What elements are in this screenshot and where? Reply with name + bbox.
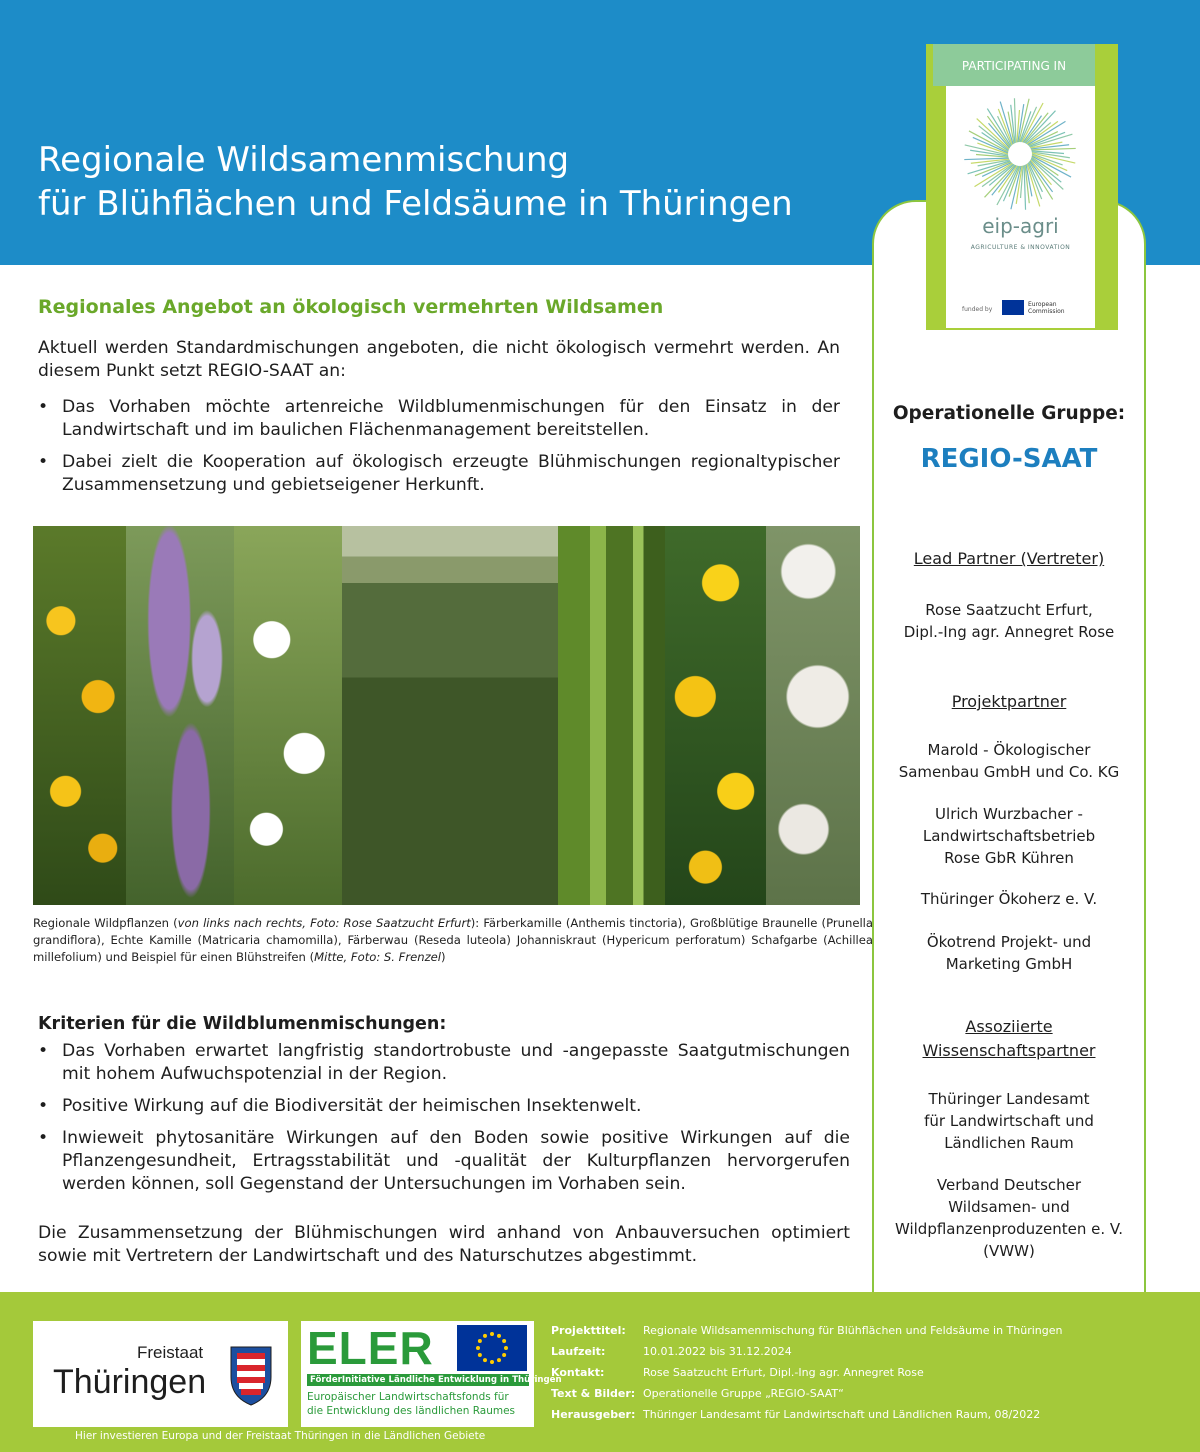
associated-partner-heading (872, 1015, 1146, 1063)
info-value: Thüringer Landesamt für Landwirtschaft und Ländlichen Raum, 08/2022 (643, 1408, 1041, 1421)
photo-braunelle (126, 526, 234, 905)
list-item: • Positive Wirkung auf die Biodiversität der heimischen Insektenwelt. (38, 1096, 642, 1116)
section1-intro: Aktuell werden Standardmischungen angeboten, die nicht ökologisch vermehrt werden. An diesem Punkt setzt REGIO-SAAT an: (38, 338, 840, 381)
heading-line: Assoziierte (965, 1017, 1053, 1036)
associate-line: Verband Deutscher (936, 1176, 1082, 1194)
bullet-text: Das Vorhaben möchte artenreiche Wildblumenmischungen für den Einsatz in der Landwirtschaft und im baulichen Flächenmanagement bereitstellen. (62, 397, 840, 440)
eip-burst-icon (946, 86, 1095, 216)
info-row (551, 1341, 1063, 1362)
partner-line: Marold - Ökologischer (927, 741, 1091, 759)
info-value: 10.01.2022 bis 31.12.2024 (643, 1345, 792, 1358)
thueringen-logo (33, 1321, 288, 1427)
eu-flag-icon (1002, 300, 1024, 315)
og-label: Operationelle Gruppe: (892, 403, 1126, 424)
lead-partner (872, 599, 1146, 643)
european-commission-text: European Commission (1028, 301, 1065, 315)
eler-logo (301, 1321, 562, 1427)
info-key: Herausgeber: (551, 1408, 636, 1421)
eip-agri-badge (926, 44, 1118, 330)
info-row (551, 1383, 1063, 1404)
photo-schafgarbe (766, 526, 860, 905)
info-row (551, 1320, 1063, 1341)
info-key: Text & Bilder: (551, 1387, 636, 1400)
bullet-text: Inwieweit phytosanitäre Wirkungen auf den Boden sowie positive Wirkungen auf die Pflanzengesundheit, Ertragsstabilität und -qualität der Kulturpflanzen hervorgerufen werden können, soll Gegenstand der Untersuchungen im Vorhaben sein. (62, 1128, 850, 1194)
page-title (38, 138, 793, 226)
info-row (551, 1362, 1063, 1383)
funded-by-text: funded by (962, 306, 993, 313)
project-info-table (551, 1320, 1063, 1425)
partner-line: Landwirtschaftsbetrieb (922, 827, 1096, 845)
partner-oekotrend (872, 931, 1146, 975)
eler-subtitle-3: die Entwicklung des ländlichen Raumes (307, 1405, 516, 1417)
list-item: • Dabei zielt die Kooperation auf ökologisch erzeugte Blühmischungen regionaltypischer Zusammensetzung und gebietseigener Herkunft. (38, 452, 840, 495)
list-item: • Das Vorhaben erwartet langfristig standortrobuste und -angepasste Saatgutmischungen mit hohem Aufwuchspotenzial in der Region. (38, 1041, 850, 1084)
partner-wurzbacher (872, 803, 1146, 869)
associate-line: (VWW) (983, 1242, 1035, 1260)
section2-bullets (38, 1040, 850, 1205)
caption-text: ): Färberkamille (Anthemis tinctoria), Großblütige Braunelle (Prunella grandiflora), Echte Kamille (Matricaria chamomilla), Färberwau (Reseda luteola) Johanniskraut (Hypericum perforatum) Schafgarbe (Achillea millefolium) und Beispiel für einen Blühstreifen ( (33, 916, 874, 964)
bullet-text: Das Vorhaben erwartet langfristig standortrobuste und -angepasste Saatgutmischungen mit hohem Aufwuchspotenzial in der Region. (62, 1041, 850, 1084)
photo-faerberkamille (33, 526, 126, 905)
closing-paragraph: Die Zusammensetzung der Blühmischungen wird anhand von Anbauversuchen optimiert sowie mit Vertretern der Landwirtschaft und des Naturschutzes abgestimmt. (38, 1223, 850, 1266)
info-row (551, 1404, 1063, 1425)
section1-heading: Regionales Angebot an ökologisch vermehrten Wildsamen (38, 296, 664, 318)
bullet-text: Positive Wirkung auf die Biodiversität der heimischen Insektenwelt. (62, 1096, 642, 1116)
partner-line: Samenbau GmbH und Co. KG (898, 763, 1120, 781)
section1-bullets (38, 396, 840, 506)
info-key: Projekttitel: (551, 1324, 626, 1337)
lead-partner-line: Dipl.-Ing agr. Annegret Rose (903, 623, 1115, 641)
partner-line: Rose GbR Kühren (944, 849, 1074, 867)
eip-logo-text: eip-agri (982, 214, 1059, 238)
partner-line: Thüringer Ökoherz e. V. (920, 890, 1098, 908)
caption-text: ) (441, 950, 446, 964)
info-key: Laufzeit: (551, 1345, 606, 1358)
coat-of-arms-icon (227, 1343, 275, 1407)
og-name: REGIO-SAAT (920, 444, 1098, 474)
title-line-1: Regionale Wildsamenmischung (38, 140, 570, 180)
associate-line: Ländlichen Raum (944, 1134, 1074, 1152)
eip-logo-area (946, 86, 1095, 308)
footer-note: Hier investieren Europa und der Freistaat Thüringen in die Ländlichen Gebiete (75, 1430, 486, 1442)
info-value: Operationelle Gruppe „REGIO-SAAT“ (643, 1387, 844, 1400)
photo-caption (33, 915, 873, 966)
associate-vww (872, 1174, 1146, 1262)
funded-by-strip (946, 290, 1095, 328)
caption-text: Regionale Wildpflanzen ( (33, 916, 178, 930)
lead-partner-heading: Lead Partner (Vertreter) (913, 549, 1105, 568)
info-value: Rose Saatzucht Erfurt, Dipl.-Ing agr. Annegret Rose (643, 1366, 924, 1379)
associate-line: für Landwirtschaft und (924, 1112, 1094, 1130)
lead-partner-line: Rose Saatzucht Erfurt, (925, 601, 1093, 619)
caption-credit: von links nach rechts, Foto: Rose Saatzucht Erfurt (177, 916, 471, 930)
heading-line: Wissenschaftspartner (922, 1041, 1096, 1060)
thueringen-small-text: Freistaat (137, 1343, 204, 1362)
section2-heading: Kriterien für die Wildblumenmischungen: (38, 1014, 447, 1034)
photo-kamille (234, 526, 342, 905)
wildflower-photo-strip (33, 526, 860, 905)
eler-subtitle-1: FörderInitiative Ländliche Entwicklung in Thüringen (307, 1374, 529, 1386)
info-value: Regionale Wildsamenmischung für Blühflächen und Feldsäume in Thüringen (643, 1324, 1063, 1337)
photo-faerberwau (558, 526, 665, 905)
photo-bluehstreifen (342, 526, 558, 905)
thueringen-big-text: Thüringen (53, 1363, 207, 1401)
eler-subtitle-2: Europäischer Landwirtschaftsfonds für (307, 1391, 509, 1403)
eip-logo-subtitle: AGRICULTURE & INNOVATION (970, 244, 1071, 251)
partner-line: Ökotrend Projekt- und (926, 933, 1092, 951)
list-item: • Das Vorhaben möchte artenreiche Wildblumenmischungen für den Einsatz in der Landwirtschaft und im baulichen Flächenmanagement bereitstellen. (38, 397, 840, 440)
project-partner-heading: Projektpartner (951, 692, 1067, 711)
partner-marold (872, 739, 1146, 783)
bullet-text: Dabei zielt die Kooperation auf ökologisch erzeugte Blühmischungen regionaltypischer Zusammensetzung und gebietseigener Herkunft. (62, 452, 840, 495)
eler-title: ELER (307, 1322, 434, 1374)
associate-line: Wildsamen- und (948, 1198, 1070, 1216)
list-item: • Inwieweit phytosanitäre Wirkungen auf den Boden sowie positive Wirkungen auf die Pflanzengesundheit, Ertragsstabilität und -qualität der Kulturpflanzen hervorgerufen werden können, soll Gegenstand der Untersuchungen im Vorhaben sein. (38, 1128, 850, 1194)
participating-label: PARTICIPATING IN (933, 44, 1095, 86)
caption-credit: Mitte, Foto: S. Frenzel (314, 950, 442, 964)
partner-oekoherz (872, 888, 1146, 910)
info-key: Kontakt: (551, 1366, 605, 1379)
associate-line: Thüringer Landesamt (928, 1090, 1090, 1108)
partner-line: Ulrich Wurzbacher - (935, 805, 1083, 823)
photo-johanniskraut (665, 526, 766, 905)
associate-tlllr (872, 1088, 1146, 1154)
partner-line: Marketing GmbH (945, 955, 1073, 973)
eu-flag-icon (457, 1325, 527, 1371)
title-line-2: für Blühflächen und Feldsäume in Thüringen (38, 184, 793, 224)
associate-line: Wildpflanzenproduzenten e. V. (894, 1220, 1124, 1238)
